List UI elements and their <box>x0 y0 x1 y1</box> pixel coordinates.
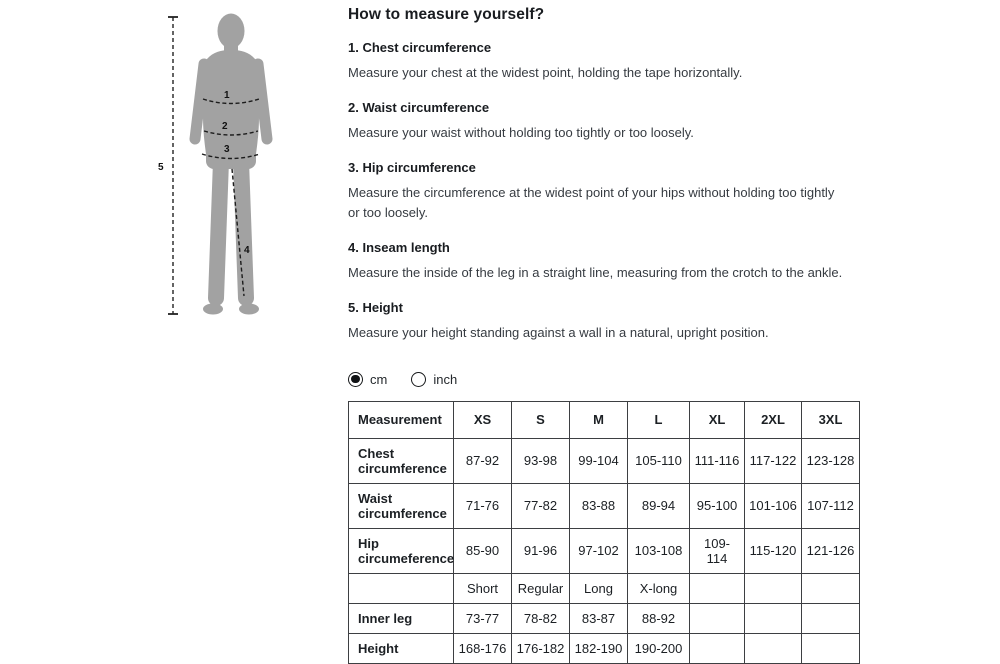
instruction-block-hip <box>348 160 862 225</box>
size-cell: 71-76 <box>454 483 512 528</box>
size-cell: 95-100 <box>690 483 745 528</box>
header-row <box>349 401 860 438</box>
instruction-block-waist <box>348 100 862 144</box>
size-cell: 73-77 <box>454 603 512 633</box>
body-measurement-figure <box>156 8 286 326</box>
size-cell: 101-106 <box>745 483 802 528</box>
instruction-text: Measure the circumference at the widest point of your hips without holding too tightly or too loosely. <box>348 184 835 221</box>
table-row-inner-leg <box>349 603 860 633</box>
size-cell: 115-120 <box>745 528 802 573</box>
size-table <box>348 401 860 664</box>
size-row-label: Chest circumference <box>349 438 454 483</box>
size-cell: 83-88 <box>570 483 628 528</box>
column-header: Measurement <box>349 401 454 438</box>
size-row-label <box>349 573 454 603</box>
size-cell: Regular <box>512 573 570 603</box>
size-cell: 182-190 <box>570 633 628 663</box>
chest-label: 1 <box>224 90 230 101</box>
size-cell: 91-96 <box>512 528 570 573</box>
column-header: 2XL <box>745 401 802 438</box>
inseam-label: 4 <box>244 245 250 256</box>
instruction-text: Measure your chest at the widest point, holding the tape horizontally. <box>348 65 743 80</box>
size-cell: 77-82 <box>512 483 570 528</box>
size-cell <box>802 573 860 603</box>
size-cell: 176-182 <box>512 633 570 663</box>
size-cell: 168-176 <box>454 633 512 663</box>
table-row-waist <box>349 483 860 528</box>
person-silhouette <box>195 14 267 315</box>
radio-selected-icon <box>348 372 363 387</box>
size-cell: 123-128 <box>802 438 860 483</box>
size-cell: 121-126 <box>802 528 860 573</box>
unit-label-inch: inch <box>433 371 458 387</box>
size-cell: 89-94 <box>628 483 690 528</box>
size-cell: Long <box>570 573 628 603</box>
unit-toggle <box>348 372 862 387</box>
instruction-text: Measure the inside of the leg in a straight line, measuring from the crotch to the ankle. <box>348 265 843 281</box>
column-header: L <box>628 401 690 438</box>
size-cell <box>745 573 802 603</box>
size-cell <box>745 633 802 663</box>
column-header: XS <box>454 401 512 438</box>
column-header: 3XL <box>802 401 860 438</box>
size-cell: 107-112 <box>802 483 860 528</box>
instruction-heading: 4. Inseam length <box>348 240 450 256</box>
size-cell: 85-90 <box>454 528 512 573</box>
table-row-fit <box>349 573 860 603</box>
size-cell: 88-92 <box>628 603 690 633</box>
size-cell <box>802 633 860 663</box>
radio-unselected-icon <box>411 372 426 387</box>
size-cell: 83-87 <box>570 603 628 633</box>
table-row-height <box>349 633 860 663</box>
size-guide-content <box>348 6 862 664</box>
height-measure-line <box>168 17 178 314</box>
page-title: How to measure yourself? <box>348 6 545 23</box>
size-row-label: Inner leg <box>349 603 454 633</box>
column-header: XL <box>690 401 745 438</box>
instruction-block-chest <box>348 40 862 84</box>
size-cell <box>690 603 745 633</box>
size-cell: 97-102 <box>570 528 628 573</box>
size-cell: 190-200 <box>628 633 690 663</box>
table-row-chest <box>349 438 860 483</box>
instruction-heading: 3. Hip circumference <box>348 159 476 175</box>
size-cell: 78-82 <box>512 603 570 633</box>
size-cell <box>802 603 860 633</box>
size-cell: 93-98 <box>512 438 570 483</box>
waist-label: 2 <box>222 121 228 132</box>
size-row-label: Height <box>349 633 454 663</box>
size-cell: 117-122 <box>745 438 802 483</box>
column-header: S <box>512 401 570 438</box>
instruction-heading: 2. Waist circumference <box>348 99 490 115</box>
instruction-text: Measure your height standing against a wall in a natural, upright position. <box>348 324 769 340</box>
column-header: M <box>570 401 628 438</box>
size-cell <box>745 603 802 633</box>
unit-radio-inch[interactable] <box>411 372 457 387</box>
size-cell: X-long <box>628 573 690 603</box>
size-cell: 109-114 <box>690 528 745 573</box>
height-label: 5 <box>158 162 164 173</box>
size-cell <box>690 633 745 663</box>
measurement-figure-svg <box>156 8 284 324</box>
size-cell: 99-104 <box>570 438 628 483</box>
size-cell: 111-116 <box>690 438 745 483</box>
instruction-block-inseam <box>348 240 862 284</box>
instruction-text: Measure your waist without holding too tightly or too loosely. <box>348 124 694 140</box>
unit-label-cm: cm <box>370 371 388 387</box>
unit-radio-cm[interactable] <box>348 372 387 387</box>
size-row-label: Hip circumeference <box>349 528 454 573</box>
table-row-hip <box>349 528 860 573</box>
size-cell: Short <box>454 573 512 603</box>
size-cell: 103-108 <box>628 528 690 573</box>
size-cell: 105-110 <box>628 438 690 483</box>
size-row-label: Waist circumference <box>349 483 454 528</box>
hip-label: 3 <box>224 144 230 155</box>
size-cell <box>690 573 745 603</box>
instruction-block-height <box>348 300 862 344</box>
size-cell: 87-92 <box>454 438 512 483</box>
instruction-heading: 1. Chest circumference <box>348 40 492 55</box>
instruction-heading: 5. Height <box>348 299 403 315</box>
